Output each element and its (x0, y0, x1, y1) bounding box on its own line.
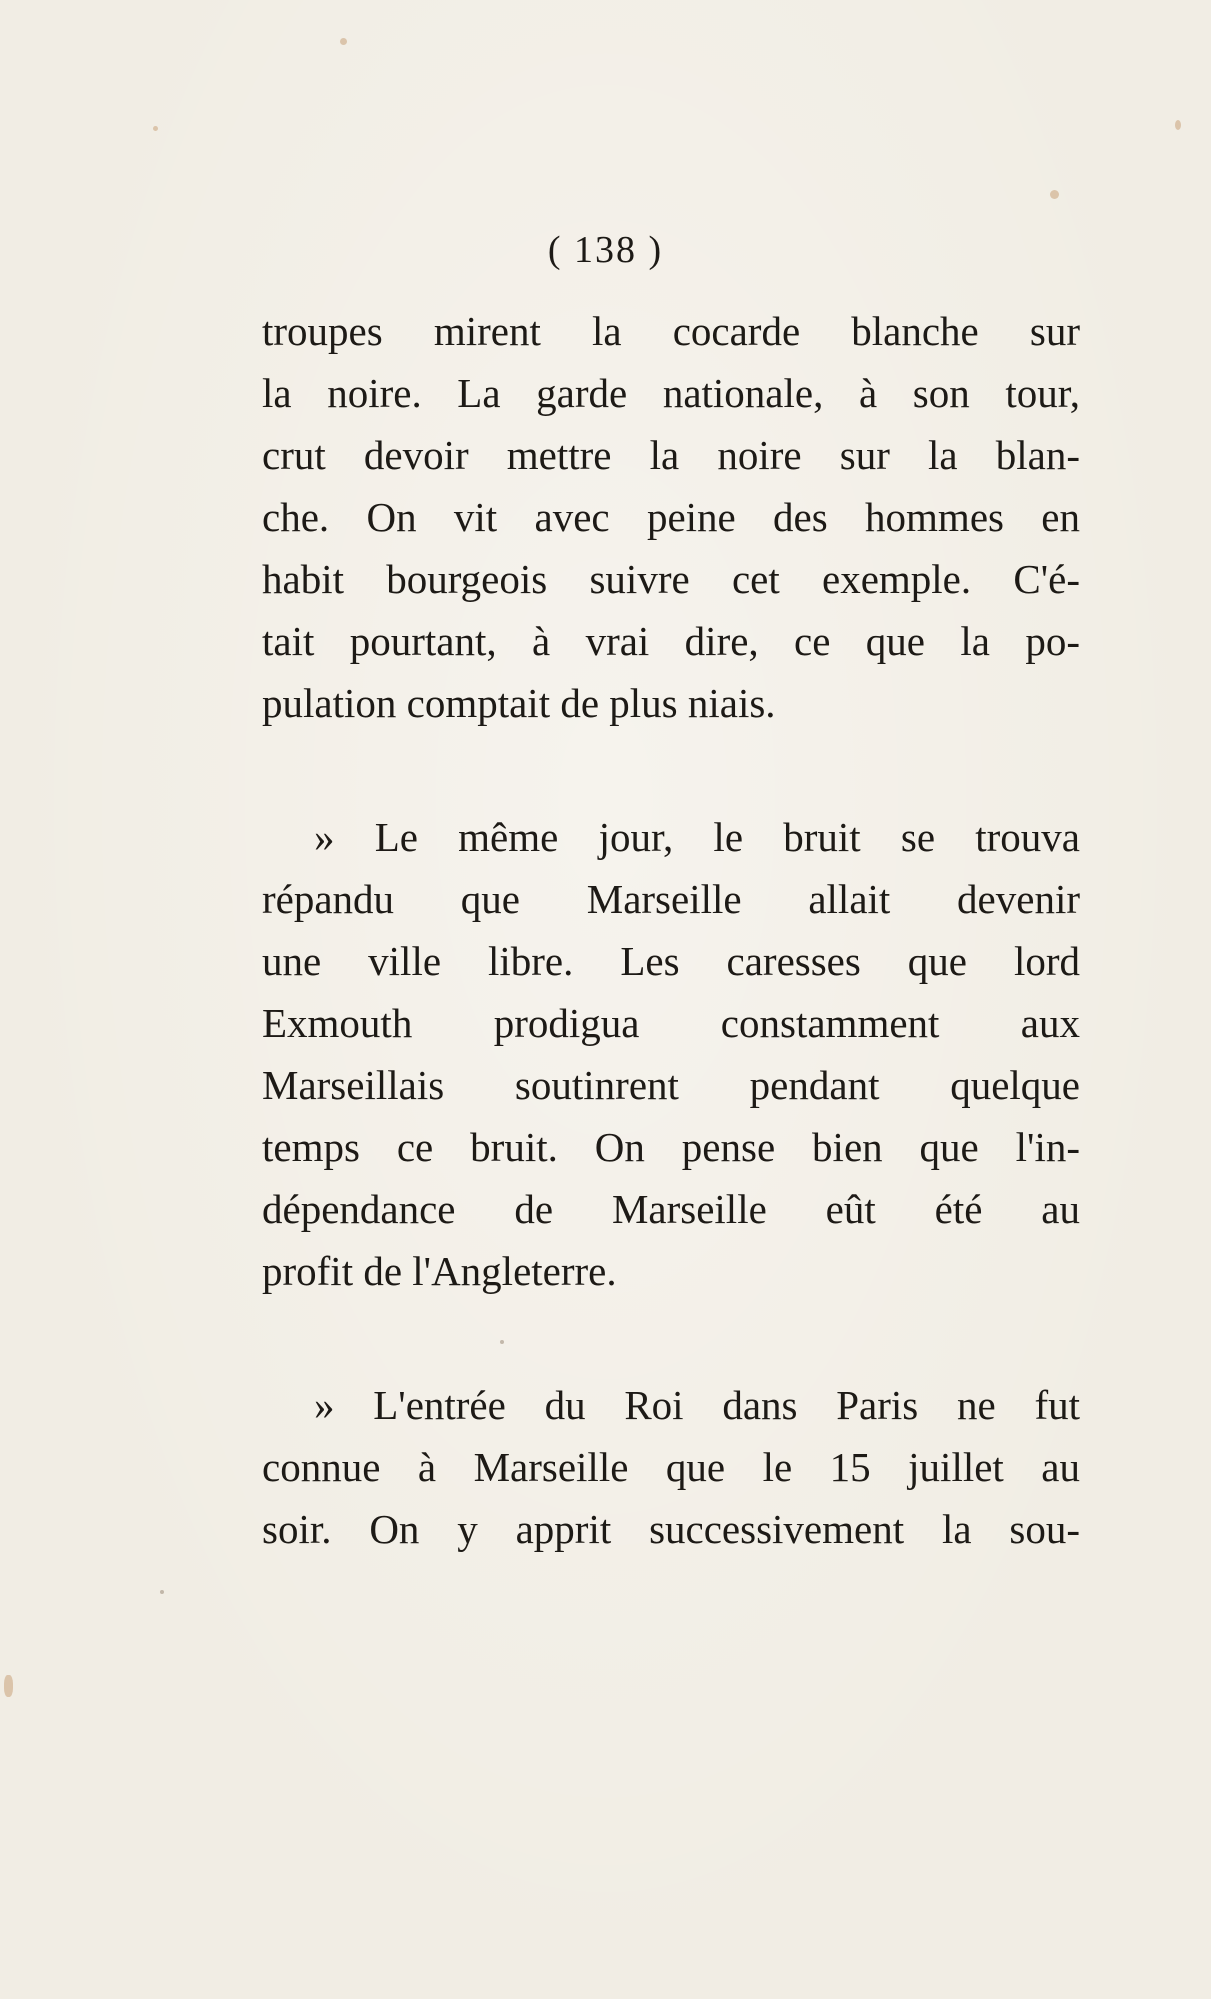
paragraph (262, 806, 1080, 1302)
text-line: habit bourgeois suivre cet exemple. C'é- (262, 556, 1080, 602)
page-number: ( 138 ) (547, 229, 664, 271)
paragraph-spacer (262, 1302, 1080, 1374)
paragraph-spacer (262, 734, 1080, 806)
text-line: Exmouth prodigua constamment aux (262, 1000, 1080, 1046)
text-line: la noire. La garde nationale, à son tour, (262, 370, 1080, 416)
text-line: crut devoir mettre la noire sur la blan- (262, 432, 1080, 478)
paper-speck (4, 1675, 13, 1697)
paragraph (262, 1374, 1080, 1560)
paper-speck (153, 126, 158, 131)
body-text (262, 300, 1080, 1560)
text-line: dépendance de Marseille eût été au (262, 1186, 1080, 1232)
text-line: temps ce bruit. On pense bien que l'in- (262, 1124, 1080, 1170)
text-line: che. On vit avec peine des hommes en (262, 494, 1080, 540)
text-line: tait pourtant, à vrai dire, ce que la po- (262, 618, 1080, 664)
text-line: Marseillais soutinrent pendant quelque (262, 1062, 1080, 1108)
text-line: connue à Marseille que le 15 juillet au (262, 1444, 1080, 1490)
text-line: répandu que Marseille allait devenir (262, 876, 1080, 922)
text-line: pulation comptait de plus niais. (262, 680, 776, 726)
paper-speck (1175, 120, 1181, 130)
text-line: » Le même jour, le bruit se trouva (314, 814, 1080, 860)
paragraph (262, 300, 1080, 734)
text-line: soir. On y apprit successivement la sou- (262, 1506, 1080, 1552)
text-line: troupes mirent la cocarde blanche sur (262, 308, 1080, 354)
paper-speck (1050, 190, 1059, 199)
paper-speck (340, 38, 347, 45)
paper-speck (160, 1590, 164, 1594)
text-line: » L'entrée du Roi dans Paris ne fut (314, 1382, 1080, 1428)
text-line: profit de l'Angleterre. (262, 1248, 617, 1294)
text-line: une ville libre. Les caresses que lord (262, 938, 1080, 984)
